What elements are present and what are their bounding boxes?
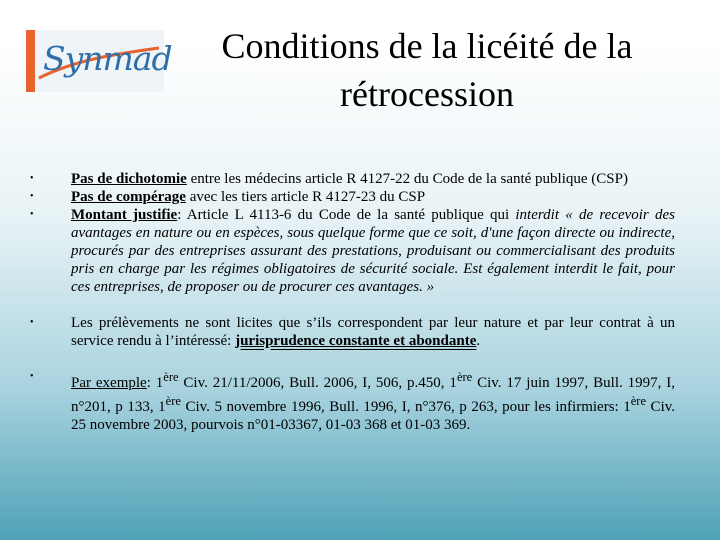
bullet-marker: • — [30, 209, 34, 220]
citation-text: Civ. 21/11/2006, Bull. 2006, I, 506, p.450, 1 — [178, 375, 457, 391]
bold-term: Pas de dichotomie — [71, 171, 187, 187]
bullet-list-3 — [30, 368, 675, 434]
bullet-marker: • — [30, 191, 34, 202]
page-title: Conditions de la licéité de la rétrocession — [221, 26, 633, 114]
ordinal-sup: ère — [163, 370, 179, 384]
bullet-marker: • — [30, 371, 34, 382]
example-label: Par exemple — [71, 375, 147, 391]
spacer — [30, 350, 675, 368]
content-body — [30, 170, 675, 434]
citation-text: Civ. 25 novembre 2003, pourvois n°01-03367, 01-03 368 et 01-03 369. — [71, 399, 676, 433]
bold-term: Montant justifie — [71, 207, 178, 223]
spacer — [30, 296, 675, 314]
item-text: avec les tiers article R 4127-23 du CSP — [185, 189, 426, 205]
bullet-marker: • — [30, 317, 34, 328]
bold-term: Pas de compérage — [71, 189, 186, 205]
item-text-end: . — [476, 333, 481, 349]
citation-text: Civ. 17 juin 1997, Bull. 1997, I, n°201, p 133, 1 — [71, 375, 676, 415]
synmad-logo — [26, 30, 172, 92]
bullet-list-2 — [30, 314, 675, 350]
ordinal-sup: ère — [456, 370, 473, 384]
list-item — [30, 206, 675, 296]
citation-text: Civ. 5 novembre 1996, Bull. 1996, I, n°376, p 263, pour les infirmiers: 1 — [180, 399, 631, 415]
item-text: : Article L 4113-6 du Code de la santé publique qui — [177, 207, 516, 223]
bullet-marker: • — [30, 173, 34, 184]
bold-term: jurisprudence constante et abondante — [235, 333, 477, 349]
list-item — [30, 170, 675, 188]
quoted-law-text: interdit « de recevoir des avantages en nature ou en espèces, sous quelque forme que ce soit, d'une façon directe ou indirecte, procurés par des entreprises assurant des prestations, produisant ou commercialisant des produits pris en charge par les régimes obligatoires de sécurité sociale. Est également interdit le fait, pour ces entreprises, de proposer ou de procurer ces avantages. » — [71, 207, 675, 295]
citation-text: : 1 — [146, 375, 164, 391]
item-text: entre les médecins article R 4127-22 du Code de la santé publique (CSP) — [186, 171, 628, 187]
item-text: Les prélèvements ne sont licites que s’ils correspondent par leur nature et par leur contrat à un service rendu à l’intéressé: — [71, 315, 675, 349]
ordinal-sup: ère — [630, 394, 647, 408]
bullet-list-1 — [30, 170, 675, 296]
logo-text: Synmad — [43, 39, 172, 78]
list-item — [30, 188, 675, 206]
ordinal-sup: ère — [165, 394, 181, 408]
list-item — [30, 368, 675, 434]
list-item — [30, 314, 675, 350]
